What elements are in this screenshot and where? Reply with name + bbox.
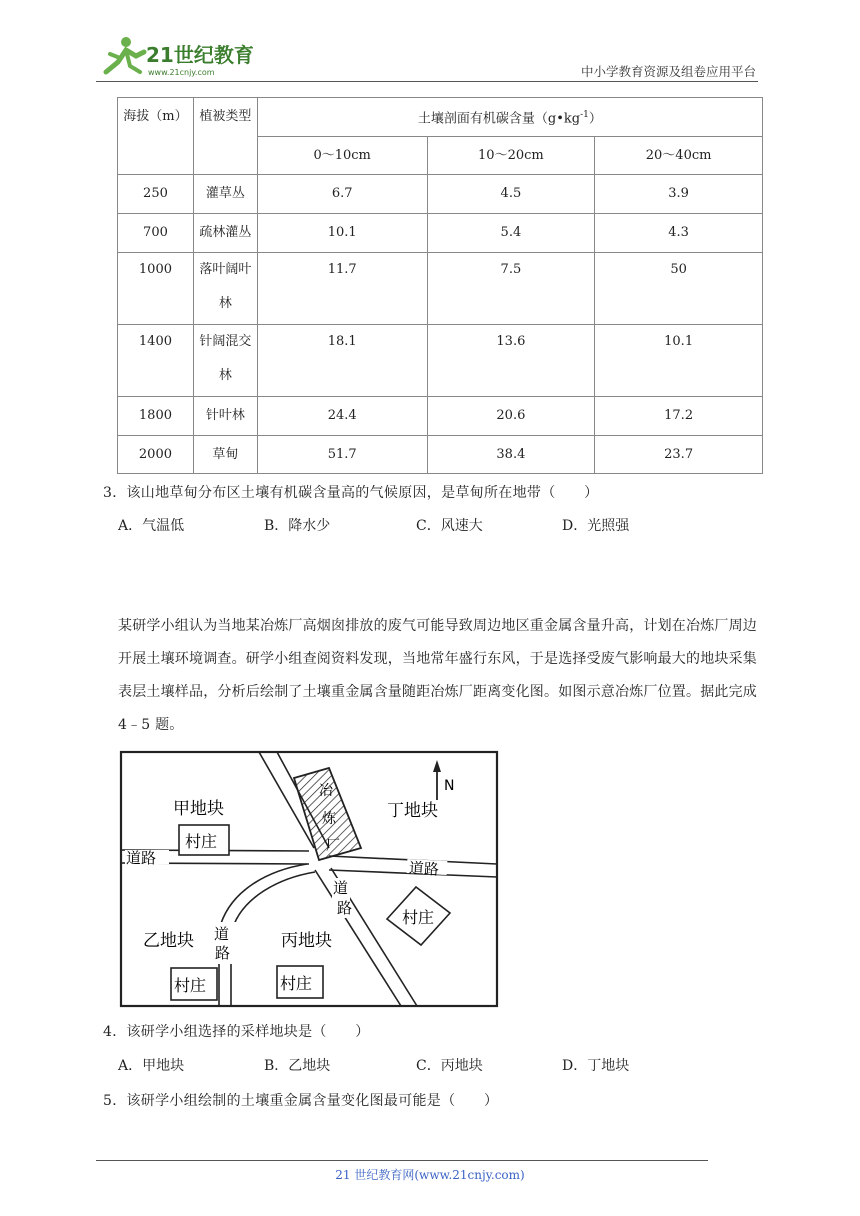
table-row (118, 253, 763, 325)
table-row (118, 214, 763, 253)
road-label: 路 (215, 944, 231, 962)
block-jia-label: 甲地块 (173, 799, 224, 819)
option-a[interactable]: A．甲地块 (118, 1058, 185, 1074)
runner-icon (106, 37, 144, 72)
footer-link[interactable]: 21 世纪教育网(www.21cnjy.com) (335, 1168, 525, 1182)
cell-altitude: 1800 (118, 397, 194, 436)
site-logo (96, 32, 266, 82)
table-row (118, 325, 763, 397)
table-row (118, 397, 763, 436)
header-carbon-label: 土壤剖面有机碳含量（g•kg (417, 111, 581, 127)
cell-vegetation: 针叶林 (193, 397, 257, 436)
cell-value: 4.5 (427, 175, 595, 214)
footer-divider (96, 1160, 708, 1161)
cell-value: 18.1 (257, 325, 427, 397)
header-carbon-unit-exp: -1 (580, 110, 589, 120)
option-d[interactable]: D．光照强 (562, 518, 630, 534)
cell-vegetation (193, 325, 257, 397)
option-a[interactable]: A．气温低 (118, 518, 185, 534)
header-carbon-close: ） (588, 111, 602, 127)
option-b[interactable]: B．降水少 (264, 518, 331, 534)
question-4-stem: 4．该研学小组选择的采样地块是（ ） (103, 1024, 370, 1040)
cell-value: 6.7 (257, 175, 427, 214)
option-c[interactable]: C．丙地块 (416, 1058, 483, 1074)
cell-value: 17.2 (595, 397, 763, 436)
village-label: 村庄 (280, 974, 313, 993)
cell-value: 11.7 (257, 253, 427, 325)
road-label: 道路 (408, 859, 440, 879)
veg-line-2: 林 (218, 368, 232, 384)
cell-altitude: 1400 (118, 325, 194, 397)
cell-value: 38.4 (427, 436, 595, 474)
header-carbon (257, 98, 762, 137)
depth-20-40: 20～40cm (595, 137, 763, 175)
header-vegetation: 植被类型 (193, 98, 257, 175)
cell-vegetation: 草甸 (193, 436, 257, 474)
table-row (118, 175, 763, 214)
block-yi-label: 乙地块 (143, 931, 194, 951)
cell-value: 10.1 (257, 214, 427, 253)
veg-line-1: 针阔混交 (199, 334, 252, 350)
soil-carbon-table (117, 97, 763, 474)
cell-value: 23.7 (595, 436, 763, 474)
cell-value: 5.4 (427, 214, 595, 253)
question-5-stem: 5．该研学小组绘制的土壤重金属含量变化图最可能是（ ） (103, 1093, 499, 1109)
platform-name: 中小学教育资源及组卷应用平台 (580, 64, 756, 79)
road-label: 道路 (126, 849, 157, 867)
smelter-label: 炼 (322, 811, 336, 827)
cell-vegetation (193, 253, 257, 325)
header-altitude: 海拔（m） (118, 98, 194, 175)
village-label: 村庄 (174, 976, 207, 995)
cell-altitude: 1000 (118, 253, 194, 325)
cell-value: 4.3 (595, 214, 763, 253)
smelter-label: 冶 (319, 783, 333, 799)
village-label: 村庄 (402, 908, 435, 927)
road-label: 道 (214, 925, 230, 943)
cell-value: 10.1 (595, 325, 763, 397)
option-c[interactable]: C．风速大 (416, 518, 483, 534)
village-label: 村庄 (185, 832, 218, 851)
smelter-label: 厂 (326, 838, 340, 854)
option-d[interactable]: D．丁地块 (562, 1058, 630, 1074)
table-row (118, 436, 763, 474)
veg-line-2: 林 (218, 296, 232, 312)
cell-altitude: 250 (118, 175, 194, 214)
veg-line-1: 落叶阔叶 (199, 262, 252, 278)
north-label: N (444, 778, 455, 794)
cell-value: 50 (595, 253, 763, 325)
cell-value: 3.9 (595, 175, 763, 214)
cell-vegetation: 灌草丛 (193, 175, 257, 214)
cell-altitude: 700 (118, 214, 194, 253)
cell-vegetation: 疏林灌丛 (193, 214, 257, 253)
cell-value: 13.6 (427, 325, 595, 397)
logo-url: www.21cnjy.com (148, 68, 215, 77)
passage-text: 某研学小组认为当地某冶炼厂高烟囱排放的废气可能导致周边地区重金属含量升高，计划在冶炼厂周边开展土壤环境调查。研学小组查阅资料发现，当地常年盛行东风，于是选择受废气影响最大的地块采集表层土壤样品，分析后绘制了土壤重金属含量随距冶炼厂距离变化图。如图示意冶炼厂位置。据此完成 4﹣5 题。 (118, 618, 757, 733)
road-label: 路 (337, 899, 353, 917)
cell-value: 24.4 (257, 397, 427, 436)
cell-value: 20.6 (427, 397, 595, 436)
cell-value: 7.5 (427, 253, 595, 325)
cell-value: 51.7 (257, 436, 427, 474)
question-3-stem: 3．该山地草甸分布区土壤有机碳含量高的气候原因，是草甸所在地带（ ） (103, 485, 599, 501)
road-label: 道 (333, 879, 349, 897)
logo-text: 21世纪教育 (146, 43, 254, 67)
cell-altitude: 2000 (118, 436, 194, 474)
header-divider (96, 81, 758, 82)
smelter-location-map (119, 750, 499, 1008)
depth-0-10: 0～10cm (257, 137, 427, 175)
block-bing-label: 丙地块 (281, 931, 332, 951)
option-b[interactable]: B．乙地块 (264, 1058, 331, 1074)
block-ding-label: 丁地块 (387, 801, 438, 821)
depth-10-20: 10～20cm (427, 137, 595, 175)
